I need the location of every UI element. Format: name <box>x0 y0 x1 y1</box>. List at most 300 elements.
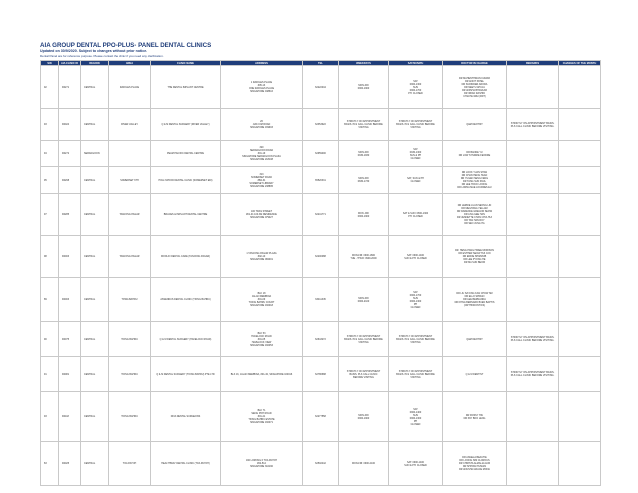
cell-doctor-line: Q & M DENTIST <box>465 372 484 376</box>
cell-clinic-name: BRACES & IMPLANT DENTAL CENTRE <box>151 194 221 236</box>
cell-doctor-line: DR ROSSY HIU <box>465 413 484 417</box>
cell-weekend <box>389 66 443 109</box>
cell-address-line: SINGAPORE 160053 <box>250 343 273 347</box>
cell-doctor <box>443 322 507 357</box>
cell-address-line: SINGAPORE 310190 <box>250 465 273 468</box>
col-header-clinic-id: AIA CLINIC ID <box>59 61 81 66</box>
cell-clinic-name: Q & M DENTAL SURGERY (TIONG BAHRU) PTE LTD <box>151 357 221 392</box>
cell-tel: 62353922 <box>303 109 339 141</box>
cell-doctor-line: CHIA PEI WEI (RDT) <box>463 94 486 98</box>
cell-weekend-line: SUN & PH <box>409 153 422 157</box>
cell-weekdays-line: MON-FRI: 0900-1800 <box>352 253 375 257</box>
cell-weekend-line: SAT: 0900-1400 <box>407 253 424 257</box>
cell-doctor-line: DR MAHENTHIRAN KUMAR <box>459 76 490 80</box>
cell-doctor-line: DR SEO JUNG HA <box>464 222 485 225</box>
cell-doctor-line: DR DARENCE GREGOR SEOW <box>456 210 493 213</box>
cell-doctor-line: DR LOOK YUAN SHAN <box>461 171 488 174</box>
cell-doctor-line: DR LOW SYNDRIE FEODRE <box>458 153 491 157</box>
cell-weekend-line: 0900-1400 <box>409 410 422 414</box>
cell-weekdays <box>339 322 389 357</box>
cell-doctor-line: DR LORNA MAE LOURDES EU <box>457 186 492 189</box>
cell-area: TANJONG PAGAR <box>109 194 151 236</box>
col-header-sn: S/N <box>41 61 59 66</box>
cell-region: CENTRAL <box>81 167 109 194</box>
cell-area: SOMERSET 6TH <box>109 167 151 194</box>
cell-tel: 62241771 <box>303 194 339 236</box>
cell-region: CENTRAL <box>81 357 109 392</box>
cell-remarks <box>507 442 559 486</box>
cell-weekend-line: PH <box>413 419 418 423</box>
document-header <box>40 42 600 58</box>
cell-weekend <box>389 357 443 392</box>
cell-weekend-line: 0900-1300 <box>409 82 422 86</box>
cell-weekdays <box>339 167 389 194</box>
cell-doctor <box>443 194 507 236</box>
cell-doctor <box>443 109 507 141</box>
cell-clinic-name: ASSENDUS DENTAL CLINIC (TIONG BAHRU) <box>151 278 221 322</box>
cell-clinic-id: D0025 <box>59 442 81 486</box>
cell-weekend-line: CLOSED <box>410 156 421 160</box>
cell-weekend <box>389 167 443 194</box>
cell-weekdays-line: TUE - THUR: 0900-2000 <box>350 256 377 260</box>
cell-weekdays-line: VISITING <box>358 126 369 129</box>
cell-area: TIONG BAHRU <box>109 322 151 357</box>
clinics-table <box>40 60 601 486</box>
cell-clinic-name: HOLLYWOOD DENTAL CLINIC (SOMERSET EDI) <box>151 167 221 194</box>
cell-weekdays-line: BASIS. PLS CALL CLINIC <box>349 372 378 376</box>
cell-weekdays-line: 0900-1900 <box>357 87 370 90</box>
cell-doctor-line: DR JENNETTE CHAN CHIA HUI <box>457 216 492 219</box>
cell-address-line: 1 RAFFLES PLACE <box>250 81 273 84</box>
document-title: AIA GROUP DENTAL PPO-PLUS- PANEL DENTAL CLINICS <box>40 42 212 49</box>
cell-address-line: SINGAPORE SERANGOON PLAZA <box>242 155 281 158</box>
cell-weekdays-line: MON-FRI <box>358 296 369 300</box>
cell-address-line: 26 <box>260 120 263 123</box>
cell-address-line: 313 <box>259 172 264 176</box>
cell-doctor-line: DR SURINDER ARORA <box>461 82 488 86</box>
cell-sn: 93 <box>41 392 59 442</box>
cell-address-line: HAVELOCK VIEW <box>251 340 272 344</box>
cell-weekend-line: SUN & PH: CLOSED <box>404 463 427 467</box>
cell-doctor-line: (ORTHODONTICS) <box>464 304 485 307</box>
cell-address-line: #B2-31 <box>257 178 266 182</box>
cell-address <box>221 278 303 322</box>
cell-doctor-line: DR SHIHAM HUSAIN <box>462 465 487 468</box>
cell-weekdays-line: MON-FRI <box>358 177 369 180</box>
cell-weekdays-line: MON-FRI <box>358 84 369 87</box>
document-subtitle: Updated on 30/9/2020. Subject to changes without prior notice. <box>40 49 148 53</box>
cell-doctor-line: DR LINA GEE HAN <box>464 213 485 216</box>
cell-weekend-line: STRICTLY ON APPOINTMENT <box>398 120 433 123</box>
cell-address-line: SINGAPORE 048616 <box>250 90 273 93</box>
cell-clinic-id: D0118 <box>59 392 81 442</box>
cell-weekend <box>389 392 443 442</box>
table-row <box>41 357 601 392</box>
cell-weekend-line: PH: CLOSED <box>408 214 423 218</box>
cell-weekend <box>389 236 443 278</box>
cell-doctor-line: DR LOONG SIM CLOROUS <box>459 459 490 462</box>
cell-changes <box>559 167 601 194</box>
cell-doctor-line: DR ANUSHA GRACE MONA <box>459 468 490 471</box>
cell-weekdays-line: MON-FRI <box>358 150 369 154</box>
cell-weekend-line: SAT, SUN & PH <box>407 177 424 180</box>
cell-changes <box>559 194 601 236</box>
table-row <box>41 322 601 357</box>
cell-changes <box>559 109 601 141</box>
cell-weekdays <box>339 278 389 322</box>
cell-clinic-name: Q & M DENTAL SURGERY (RIVER VALLEY) <box>151 109 221 141</box>
cell-clinic-id: D0081 <box>59 357 81 392</box>
cell-address-line: #02-514 <box>257 462 266 465</box>
cell-weekend-line: VISITING <box>410 126 421 129</box>
cell-doctor-line: DR LEE BERNANDA <box>463 298 486 301</box>
cell-address-line: #01-01 100 AM RESIDENCE <box>246 213 277 216</box>
cell-remarks <box>507 278 559 322</box>
cell-weekdays-line: MON-FRI: 0900-2100 <box>352 462 375 465</box>
cell-sn: 91 <box>41 357 59 392</box>
cell-doctor-line: DR NEETU AHUJA <box>464 85 485 89</box>
cell-weekdays <box>339 109 389 141</box>
cell-weekdays <box>339 194 389 236</box>
cell-doctor-line: DR ELLO SPIRAN <box>464 295 485 298</box>
cell-doctor-line: DR CHRISTA ALMALIA ALIM <box>459 462 490 465</box>
cell-address-line: SOMERSET ROAD <box>251 175 272 179</box>
cell-tel: 63411345 <box>303 278 339 322</box>
cell-doctor <box>443 357 507 392</box>
cell-clinic-name: PEAM PACIFIC DENTAL CENTRE <box>151 141 221 167</box>
cell-region: CENTRAL <box>81 442 109 486</box>
cell-address <box>221 442 303 486</box>
cell-region: SERANGOON <box>81 141 109 167</box>
cell-tel: 62959000 <box>303 141 339 167</box>
cell-tel: 62643272 <box>303 322 339 357</box>
cell-clinic-name: MOOLIO DENTAL CARE (TANJONG PAGAR) <box>151 236 221 278</box>
cell-area: TOWA BAHRU <box>109 278 151 322</box>
cell-address-line: 320 <box>259 146 264 149</box>
cell-address-line: 190 LORONG 6 TOA PAYOH <box>245 459 278 462</box>
cell-address-line: SINGAPORE 238895 <box>250 184 273 188</box>
cell-address-line: #05-13 <box>257 84 266 87</box>
cell-remarks <box>507 194 559 236</box>
cell-region: CENTRAL <box>81 109 109 141</box>
cell-doctor-line: DR MA SUN BEOM <box>464 261 485 264</box>
cell-doctor-line: DR MEGHANA YELLAM <box>461 207 488 210</box>
cell-clinic-id: D0075 <box>59 322 81 357</box>
cell-weekdays-line: BASIS. PLS CALL CLINIC BEFORE <box>344 123 383 126</box>
cell-weekend-line: SAT <box>413 290 418 294</box>
cell-address-line: TIONG BAHRU ESTATE <box>248 418 275 421</box>
col-header-weekdays: WEEKDAYS <box>339 61 389 66</box>
cell-doctor-line: DR IRFAN RASHID <box>464 91 485 95</box>
cell-doctor-line: DR KHNG BERNARD BUEN BAPTIS <box>454 301 495 304</box>
cell-address-line: #01-19 <box>257 152 266 155</box>
cell-weekend-line: STRICTLY ON APPOINTMENT <box>398 334 433 338</box>
cell-weekdays <box>339 66 389 109</box>
col-header-region: REGION <box>81 61 109 66</box>
cell-region: CENTRAL <box>81 236 109 278</box>
cell-doctor-line: DR LEE PYONG HE <box>463 258 486 261</box>
cell-doctor-line: DR ANISHA BHASKAR <box>462 88 487 92</box>
cell-weekend <box>389 278 443 322</box>
cell-doctor-line: DR LEE HOCK LOONG <box>461 183 488 186</box>
cell-address-line: #01-05 <box>257 337 266 341</box>
cell-address <box>221 236 303 278</box>
cell-address-line: TIONG BAHRU COURT <box>248 301 275 304</box>
cell-address-line: SINGAPORE 160018 <box>250 304 273 307</box>
cell-sn: 90 <box>41 322 59 357</box>
cell-address <box>221 392 303 442</box>
cell-weekend-line: CLOSED <box>410 180 421 183</box>
cell-weekdays-line: 0900-1900 <box>357 416 370 420</box>
cell-weekdays-line: 0830-1730 <box>357 180 370 183</box>
cell-weekdays <box>339 141 389 167</box>
cell-address <box>221 357 303 392</box>
cell-area: TIONG BAHRU <box>109 357 151 392</box>
cell-region: CENTRAL <box>81 322 109 357</box>
cell-changes <box>559 236 601 278</box>
cell-weekdays <box>339 236 389 278</box>
cell-changes <box>559 392 601 442</box>
cell-clinic-id: D0003 <box>59 236 81 278</box>
table-row <box>41 442 601 486</box>
table-body <box>41 66 601 486</box>
col-header-clinic-name: CLINIC NAME <box>151 61 221 66</box>
cell-weekend-line: 0900-1300 <box>409 416 422 420</box>
cell-remarks <box>507 167 559 194</box>
cell-address <box>221 66 303 109</box>
cell-area: RAFFLES PLACE <box>109 66 151 109</box>
cell-weekend-line: PH <box>413 302 418 306</box>
cell-weekdays-line: BEFORE VISITING <box>353 375 374 379</box>
cell-doctor <box>443 236 507 278</box>
cell-weekend <box>389 141 443 167</box>
cell-address-line: JIAK KIM ROAD <box>252 123 271 126</box>
cell-weekdays-line: 0900-1900 <box>357 214 370 218</box>
cell-address-line: SINGAPORE 082001 <box>250 258 273 261</box>
cell-doctor-line: DR LIU SZ KING KAN CHOW SM <box>456 292 493 295</box>
table-row <box>41 141 601 167</box>
cell-area: TOA PAYOH <box>109 442 151 486</box>
table-row <box>41 109 601 141</box>
table-row <box>41 392 601 442</box>
cell-address-line: SINGAPORE 079027 <box>250 216 273 219</box>
cell-weekend <box>389 194 443 236</box>
cell-weekend-line: VISITING <box>410 375 421 379</box>
cell-doctor-line: DR EDDIE SHIMIZUB <box>462 255 487 258</box>
col-header-changes: CHANGES OF THE MONTH <box>559 61 601 66</box>
cell-doctor-line: DR LERNIE LUAN SEONG LIN <box>457 204 492 207</box>
cell-changes <box>559 357 601 392</box>
cell-clinic-name: Q & M DENTAL SURGERY (HAVELOCK ROAD) <box>151 322 221 357</box>
cell-weekend-line: SAT <box>413 147 418 151</box>
cell-address-line: #01-09 <box>257 298 266 301</box>
cell-address-line: ONE RAFFLES PLACE <box>248 87 275 90</box>
cell-changes <box>559 66 601 109</box>
col-header-doctor: DOCTOR IN CHARGE <box>443 61 507 66</box>
cell-weekend-line: 0900-1300 <box>409 299 422 303</box>
cell-doctor <box>443 392 507 442</box>
cell-address-line: SINGAPORE 169903 <box>250 126 273 129</box>
cell-weekdays-line: MON -FRI <box>358 211 369 215</box>
cell-sn: 92 <box>41 66 59 109</box>
cell-weekdays-line: STRICTLY ON APPOINTMENT <box>346 334 381 338</box>
cell-weekend-line: SUN <box>412 85 419 89</box>
cell-tel: 62200088 <box>303 236 339 278</box>
table-row <box>41 236 601 278</box>
cell-remarks <box>507 236 559 278</box>
cell-address-line: JALAN MEMBINA <box>251 295 272 298</box>
cell-address-line: SERANGOON ROAD <box>249 149 274 152</box>
cell-doctor-line: Q&M DENTIST <box>466 337 483 341</box>
cell-sn: 83 <box>41 442 59 486</box>
cell-clinic-id: D0024 <box>59 109 81 141</box>
cell-sn: 97 <box>41 194 59 236</box>
cell-doctor <box>443 167 507 194</box>
cell-address-line: BLK 71 <box>257 409 266 412</box>
cell-region: CENTRAL <box>81 392 109 442</box>
col-header-address: ADDRESS <box>221 61 303 66</box>
cell-weekend-line: STRICTLY ON APPOINTMENT <box>398 369 433 373</box>
cell-doctor-line: DR ANGELA BEAUTIE <box>462 456 487 459</box>
cell-doctor <box>443 278 507 322</box>
cell-doctor-line: DR TAN HAN ROY <box>464 219 485 222</box>
cell-weekend-line: 0900-1700 <box>409 88 422 92</box>
cell-sn: 89 <box>41 278 59 322</box>
cell-address-line: BLK 16, JALAN MEMBINA, #01-32, SINGAPORE 160016 <box>230 372 293 376</box>
cell-clinic-id: D0268 <box>59 167 81 194</box>
cell-weekdays-line: STRICTLY ON APPOINTMENT <box>346 120 381 123</box>
cell-doctor-line: DR YUGEN SENG FENG <box>460 177 489 180</box>
cell-weekdays-line: STRICTLY ON APPOINTMENT <box>346 369 381 373</box>
cell-sn: 98 <box>41 236 59 278</box>
cell-doctor-line: DR CHAN HENG TEAN <box>461 174 488 177</box>
cell-weekend-line: CLOSED <box>410 305 421 309</box>
cell-weekdays <box>339 392 389 442</box>
cell-weekdays <box>339 357 389 392</box>
cell-address <box>221 167 303 194</box>
cell-tel: 65520331 <box>303 167 339 194</box>
cell-remarks <box>507 141 559 167</box>
cell-weekend-line: SAT <box>413 79 418 83</box>
cell-doctor-line: DR PAY BOO LENG <box>463 416 486 420</box>
cell-weekend-line: SAT <box>413 407 418 411</box>
table-row <box>41 167 601 194</box>
cell-remarks: STRICTLY ON APPOINTMENT BASIS. PLS CALL CLINIC BEFORE VISITING. <box>507 322 559 357</box>
cell-weekdays-line: 0930-1830 <box>357 153 370 157</box>
cell-changes <box>559 442 601 486</box>
cell-weekdays-line: BASIS. PLS CALL CLINIC BEFORE <box>344 337 383 341</box>
cell-weekend-line: SAT & SUN: 0830-1300 <box>402 211 429 215</box>
cell-doctor <box>443 66 507 109</box>
cell-address-line: HAVELOCK ROAD <box>251 334 272 338</box>
cell-weekdays-line: MON-FRI <box>358 413 369 417</box>
cell-doctor-line: DR ANKIT PATEL <box>465 79 484 83</box>
cell-doctor <box>443 442 507 486</box>
cell-remarks: STRICTLY ON APPOINTMENT BASIS. PLS CALL CLINIC BEFORE VISITING. <box>507 357 559 392</box>
col-header-area: AREA <box>109 61 151 66</box>
cell-weekend-line: BASIS. PLS CALL CLINIC BEFORE <box>396 123 435 126</box>
cell-address-line: 100 TRAS STREET <box>250 210 273 213</box>
cell-clinic-id: D0271 <box>59 66 81 109</box>
cell-remarks <box>507 66 559 109</box>
cell-address-line: #01-41 <box>257 415 266 418</box>
table-row <box>41 66 601 109</box>
cell-weekdays-line: 0900-2100 <box>357 299 370 303</box>
cell-clinic-name: HEALTHWAY DENTAL CLINIC (TOA PAYOH) <box>151 442 221 486</box>
cell-address-line: #02-10 <box>257 255 266 258</box>
cell-weekend-line: CLOSED <box>410 422 421 426</box>
cell-weekdays-line: VISITING <box>358 340 369 344</box>
cell-changes <box>559 322 601 357</box>
cell-clinic-id: D0272 <box>59 141 81 167</box>
cell-clinic-id: D0003 <box>59 278 81 322</box>
cell-doctor <box>443 141 507 167</box>
cell-area: TANJONG PAGAR <box>109 236 151 278</box>
cell-region: CENTRAL <box>81 66 109 109</box>
cell-weekend-line: BASIS. PLS CALL CLINIC BEFORE <box>396 372 435 376</box>
cell-tel: 62222044 <box>303 66 339 109</box>
cell-changes <box>559 141 601 167</box>
cell-doctor-line: DR BANDE YU <box>466 150 483 154</box>
cell-changes <box>559 278 601 322</box>
document-note: Dental Panel are for reference purpose. Please contact the clinic if you need any clarification. <box>40 53 164 58</box>
cell-sn: 95 <box>41 167 59 194</box>
cell-address <box>221 194 303 236</box>
col-header-remarks: REMARKS <box>507 61 559 66</box>
cell-region: CENTRAL <box>81 194 109 236</box>
cell-weekend-line: SUN <box>412 296 419 300</box>
cell-address-line: SENG POH ROAD <box>251 412 272 415</box>
cell-address <box>221 322 303 357</box>
cell-address-line: 1 TANJONG PAGAR PLAZA <box>246 252 277 255</box>
cell-address-line: SINGAPORE 160071 <box>250 421 273 424</box>
cell-address <box>221 109 303 141</box>
col-header-weekend: SAT/SUN/PH <box>389 61 443 66</box>
cell-clinic-id: D0285 <box>59 194 81 236</box>
cell-address-line: SINGAPORE 218108 <box>250 158 273 161</box>
cell-sn: 94 <box>41 141 59 167</box>
cell-clinic-name: THE DENTAL IMPLANT CENTRE <box>151 66 221 109</box>
cell-doctor-line: DR ESTHER SEOW HUI JUN <box>458 252 491 255</box>
cell-weekend-line: SUN & PH: CLOSED <box>404 256 427 260</box>
cell-tel: 62502442 <box>303 442 339 486</box>
col-header-tel: TEL <box>303 61 339 66</box>
cell-weekend-line: SUN <box>412 413 419 417</box>
cell-tel: 62786688 <box>303 357 339 392</box>
cell-tel: 62277558 <box>303 392 339 442</box>
cell-doctor-line: DR TANG SUN PAUL <box>463 180 486 183</box>
cell-area: RIVER VALLEY <box>109 109 151 141</box>
cell-sn: 93 <box>41 109 59 141</box>
cell-area: TIONG BAHRU <box>109 392 151 442</box>
table-row <box>41 278 601 322</box>
table-row <box>41 194 601 236</box>
cell-weekdays <box>339 442 389 486</box>
cell-weekend-line: VISITING <box>410 340 421 344</box>
cell-region: CENTRAL <box>81 278 109 322</box>
cell-address-line: SOMERSET LIBRARY <box>249 181 274 185</box>
cell-weekend-line: PH: CLOSED <box>408 91 423 95</box>
cell-address <box>221 141 303 167</box>
cell-weekend <box>389 109 443 141</box>
cell-address-line: BLK 53 <box>257 331 266 335</box>
cell-address-line: BLK 18 <box>257 292 266 295</box>
cell-weekend <box>389 322 443 357</box>
cell-area <box>109 141 151 167</box>
cell-weekend-line: BASIS. PLS CALL CLINIC BEFORE <box>396 337 435 341</box>
cell-doctor-line: DR. HENG PANG HWEE MORISON <box>455 249 494 252</box>
cell-clinic-name: DIVA DENTAL SURGEONS <box>151 392 221 442</box>
